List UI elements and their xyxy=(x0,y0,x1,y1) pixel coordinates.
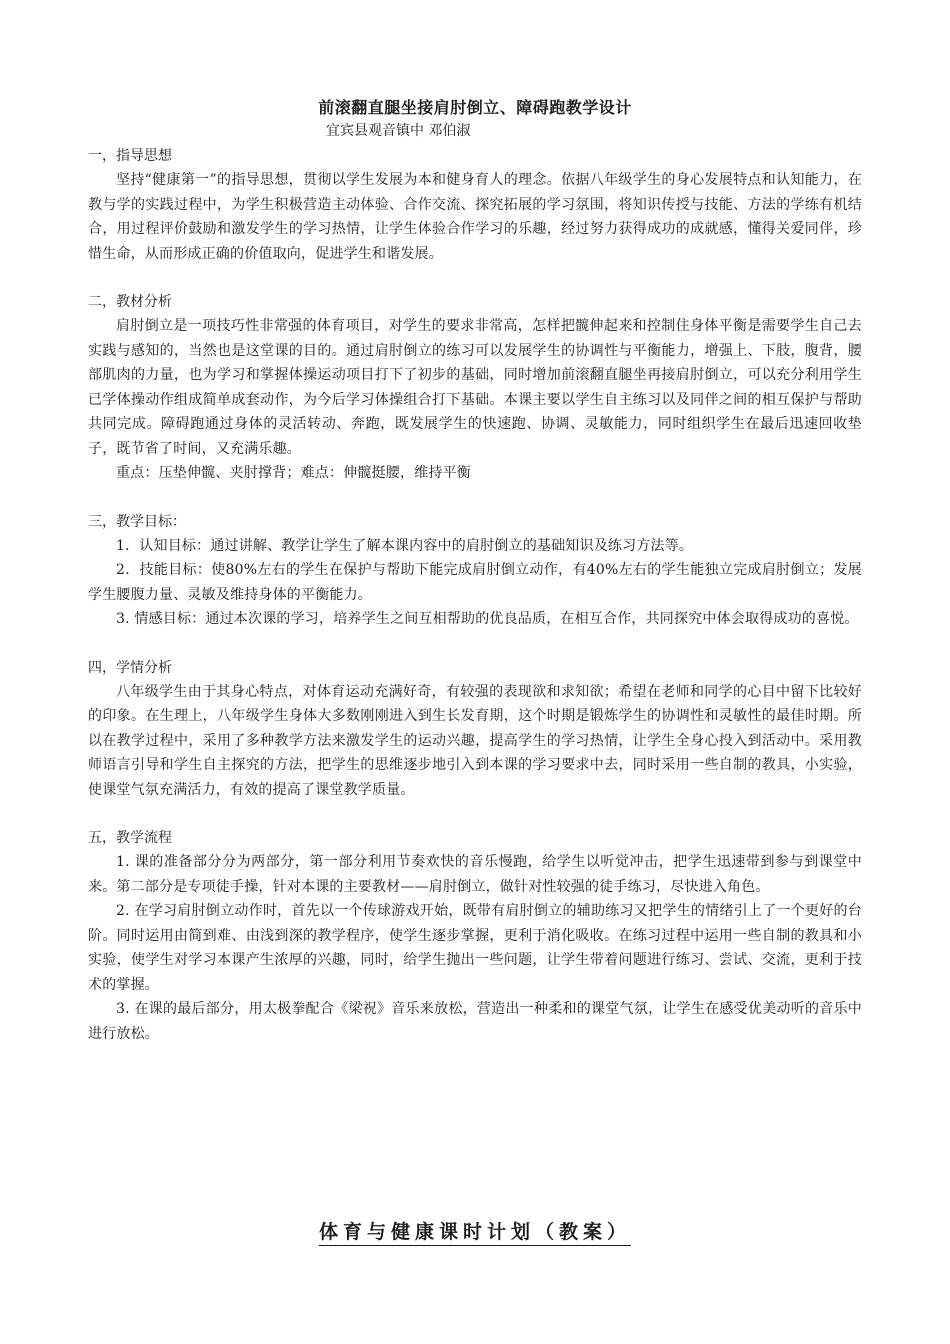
document-title: 前滚翻直腿坐接肩肘倒立、障碍跑教学设计 xyxy=(318,98,632,117)
section-guiding-thought xyxy=(88,144,862,266)
goal-emotion: 3. 情感目标：通过本次课的学习，培养学生之间互相帮助的优良品质，在相互合作，共同探究中体会取得成功的喜悦。 xyxy=(116,611,859,627)
lesson-plan-title xyxy=(0,1218,950,1246)
section-heading: 四，学情分析 xyxy=(88,659,172,676)
section-heading: 五，教学流程 xyxy=(88,830,172,846)
process-step-1: 1. 课的准备部分分为两部分，第一部分利用节奏欢快的音乐慢跑，给学生以听觉冲击，把学生迅速带到参与到课堂中来。第二部分是专项徒手操，针对本课的主要教材——肩肘倒立，做针对性较强的徒手练习，尽快进入角色。 xyxy=(88,854,862,895)
document-author: 宜宾县观音镇中 邓伯淑 xyxy=(326,123,471,139)
section-heading: 一，指导思想 xyxy=(88,148,172,164)
paragraph: 八年级学生由于其身心特点，对体育运动充满好奇，有较强的表现欲和求知欲；希望在老师和同学的心目中留下比较好的印象。在生理上，八年级学生身体大多数刚刚进入到生长发育期，这个时期是锻炼学生的协调性和灵敏性的最佳时期。所以在教学过程中，采用了多种教学方法来激发学生的运动兴趣，提高学生的学习热情，让学生全身心投入到活动中。采用教师语言引导和学生自主探究的方法，把学生的思维逐步地引入到本课的学习要求中去，同时采用一些自制的教具，小实验，使课堂气氛充满活力，有效的提高了课堂教学质量。 xyxy=(88,683,862,798)
process-step-2: 2. 在学习肩肘倒立动作时，首先以一个传球游戏开始，既带有肩肘倒立的辅助练习又把学生的情绪引上了一个更好的台阶。同时运用由简到难、由浅到深的教学程序，使学生逐步掌握，更利于消化吸收。在练习过程中运用一些自制的教具和小实验，使学生对学习本课产生浓厚的兴趣，同时，给学生抛出一些问题，让学生带着问题进行练习、尝试、交流，更利于技术的掌握。 xyxy=(88,903,862,993)
section-teaching-goals xyxy=(88,510,862,632)
lesson-plan-title-text: 体育与健康课时计划（教案） xyxy=(319,1221,631,1246)
paragraph: 肩肘倒立是一项技巧性非常强的体育项目，对学生的要求非常高，怎样把髋伸起来和控制住身体平衡是需要学生自己去实践与感知的，当然也是这堂课的目的。通过肩肘倒立的练习可以发展学生的协调性与平衡能力，增强上、下肢，腹背，腰部肌肉的力量，也为学习和掌握体操运动项目打下了初步的基础，同时增加前滚翻直腿坐再接肩肘倒立，可以充分利用学生已学体操动作组成简单成套动作，为今后学习体操组合打下基础。本课主要以学生自主练习以及同伴之间的相互保护与帮助共同完成。障碍跑通过身体的灵活转动、奔跑，既发展学生的快速跑、协调、灵敏能力，同时组织学生在最后迅速回收垫子，既节省了时间，又充满乐趣。 xyxy=(88,318,862,457)
document-body xyxy=(88,96,862,1046)
paragraph: 坚持“健康第一”的指导思想，贯彻以学生发展为本和健身育人的理念。依据八年级学生的身心发展特点和认知能力，在教与学的实践过程中，为学生积极营造主动体验、合作交流、探究拓展的学习氛围，将知识传授与技能、方法的学练有机结合，用过程评价鼓励和激发学生的学习热情，让学生体验合作学习的乐趣，经过努力获得成功的成就感，懂得关爱同伴，珍惜生命，从而形成正确的价值取向，促进学生和谐发展。 xyxy=(88,172,862,262)
section-student-analysis xyxy=(88,656,862,803)
section-heading: 三，教学目标： xyxy=(88,513,186,530)
section-material-analysis xyxy=(88,290,862,486)
process-step-3: 3. 在课的最后部分，用太极拳配合《梁祝》音乐来放松，营造出一种柔和的课堂气氛，让学生在感受优美动听的音乐中进行放松。 xyxy=(88,1001,862,1042)
key-points: 重点：压垫伸髋、夹肘撑背；难点：伸髋挺腰，维持平衡 xyxy=(116,465,471,481)
section-heading: 二，教材分析 xyxy=(88,294,172,310)
goal-skill: 2．技能目标：使80%左右的学生在保护与帮助下能完成肩肘倒立动作，有40%左右的学生能独立完成肩肘倒立；发展学生腰腹力量、灵敏及维持身体的平衡能力。 xyxy=(88,562,862,603)
goal-cognitive: 1．认知目标：通过讲解、教学让学生了解本课内容中的肩肘倒立的基础知识及练习方法等。 xyxy=(116,537,694,554)
section-teaching-process xyxy=(88,826,862,1046)
